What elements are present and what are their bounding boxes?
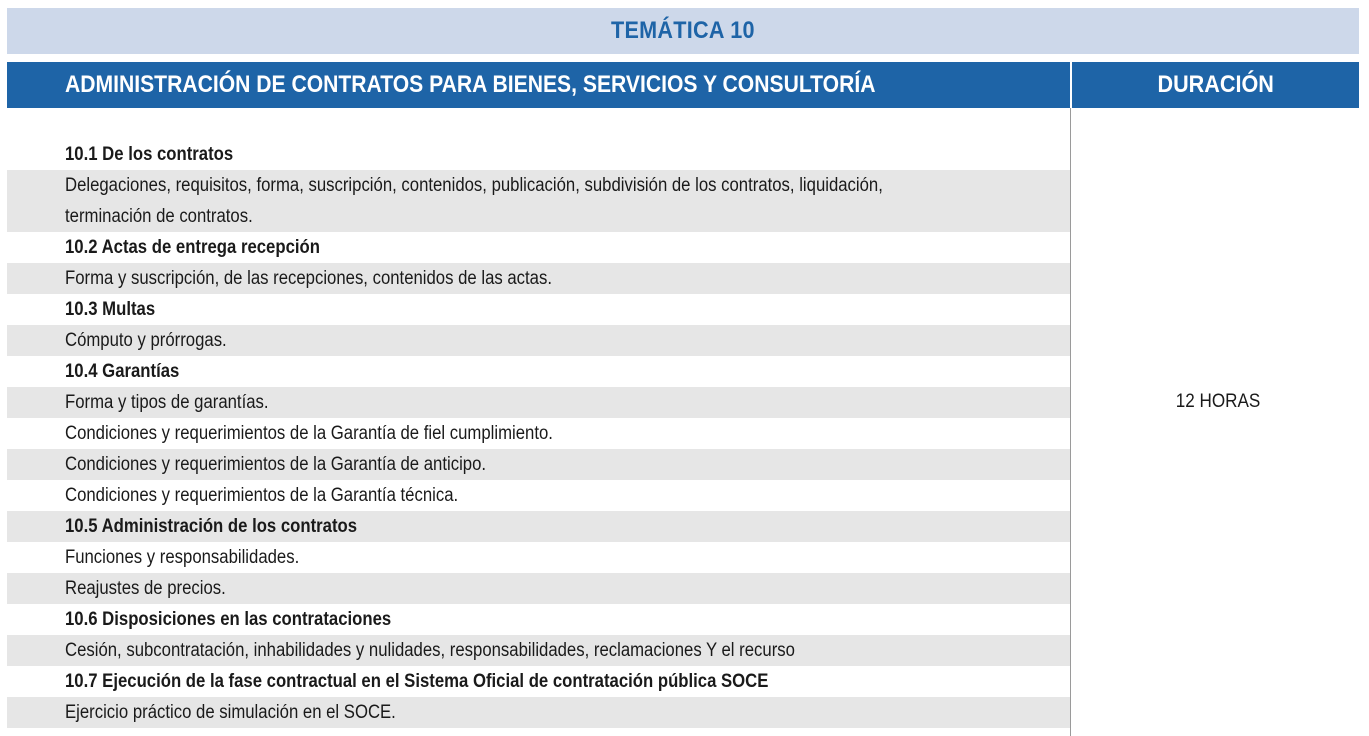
- section-heading: 10.3 Multas: [65, 299, 156, 320]
- section-heading: 10.6 Disposiciones en las contrataciones: [65, 609, 392, 630]
- section-heading: 10.7 Ejecución de la fase contractual en el Sistema Oficial de contratación pública SOCE: [65, 671, 769, 692]
- section-heading: 10.4 Garantías: [65, 361, 180, 382]
- section-heading: 10.1 De los contratos: [65, 144, 234, 165]
- header-topic-cell: [7, 62, 1070, 108]
- list-item: Funciones y responsabilidades.: [65, 547, 300, 568]
- duration-value: 12 HORAS: [1175, 391, 1261, 412]
- section-heading: 10.5 Administración de los contratos: [7, 511, 1070, 542]
- topic-banner: [7, 8, 1359, 54]
- table-header: [7, 62, 1359, 108]
- header-duration-label: DURACIÓN: [1157, 71, 1274, 98]
- list-item-line: Delegaciones, requisitos, forma, suscripción, contenidos, publicación, subdivisión de los contratos, liquidación,: [65, 175, 883, 196]
- topic-title: TEMÁTICA 10: [611, 17, 755, 44]
- list-item: Ejercicio práctico de simulación en el SOCE.: [7, 697, 1070, 728]
- list-item: Condiciones y requerimientos de la Garantía de anticipo.: [7, 449, 1070, 480]
- header-duration-cell: [1072, 62, 1359, 108]
- list-item: Cesión, subcontratación, inhabilidades y nulidades, responsabilidades, reclamaciones Y el recurso: [7, 635, 1070, 666]
- list-item-line: terminación de contratos.: [65, 206, 253, 227]
- list-item: Cómputo y prórrogas.: [7, 325, 1070, 356]
- list-item: [7, 170, 1070, 232]
- column-divider: [1070, 108, 1071, 736]
- list-item: Reajustes de precios.: [7, 573, 1070, 604]
- list-item: Forma y tipos de garantías.: [7, 387, 1070, 418]
- header-topic-label: ADMINISTRACIÓN DE CONTRATOS PARA BIENES, SERVICIOS Y CONSULTORÍA: [65, 71, 876, 98]
- section-heading: 10.2 Actas de entrega recepción: [65, 237, 320, 258]
- list-item: Condiciones y requerimientos de la Garantía de fiel cumplimiento.: [65, 423, 553, 444]
- duration-value-cell: [1071, 388, 1365, 416]
- syllabus-list: [7, 139, 1070, 728]
- list-item: Condiciones y requerimientos de la Garantía técnica.: [65, 485, 459, 506]
- list-item: Forma y suscripción, de las recepciones, contenidos de las actas.: [7, 263, 1070, 294]
